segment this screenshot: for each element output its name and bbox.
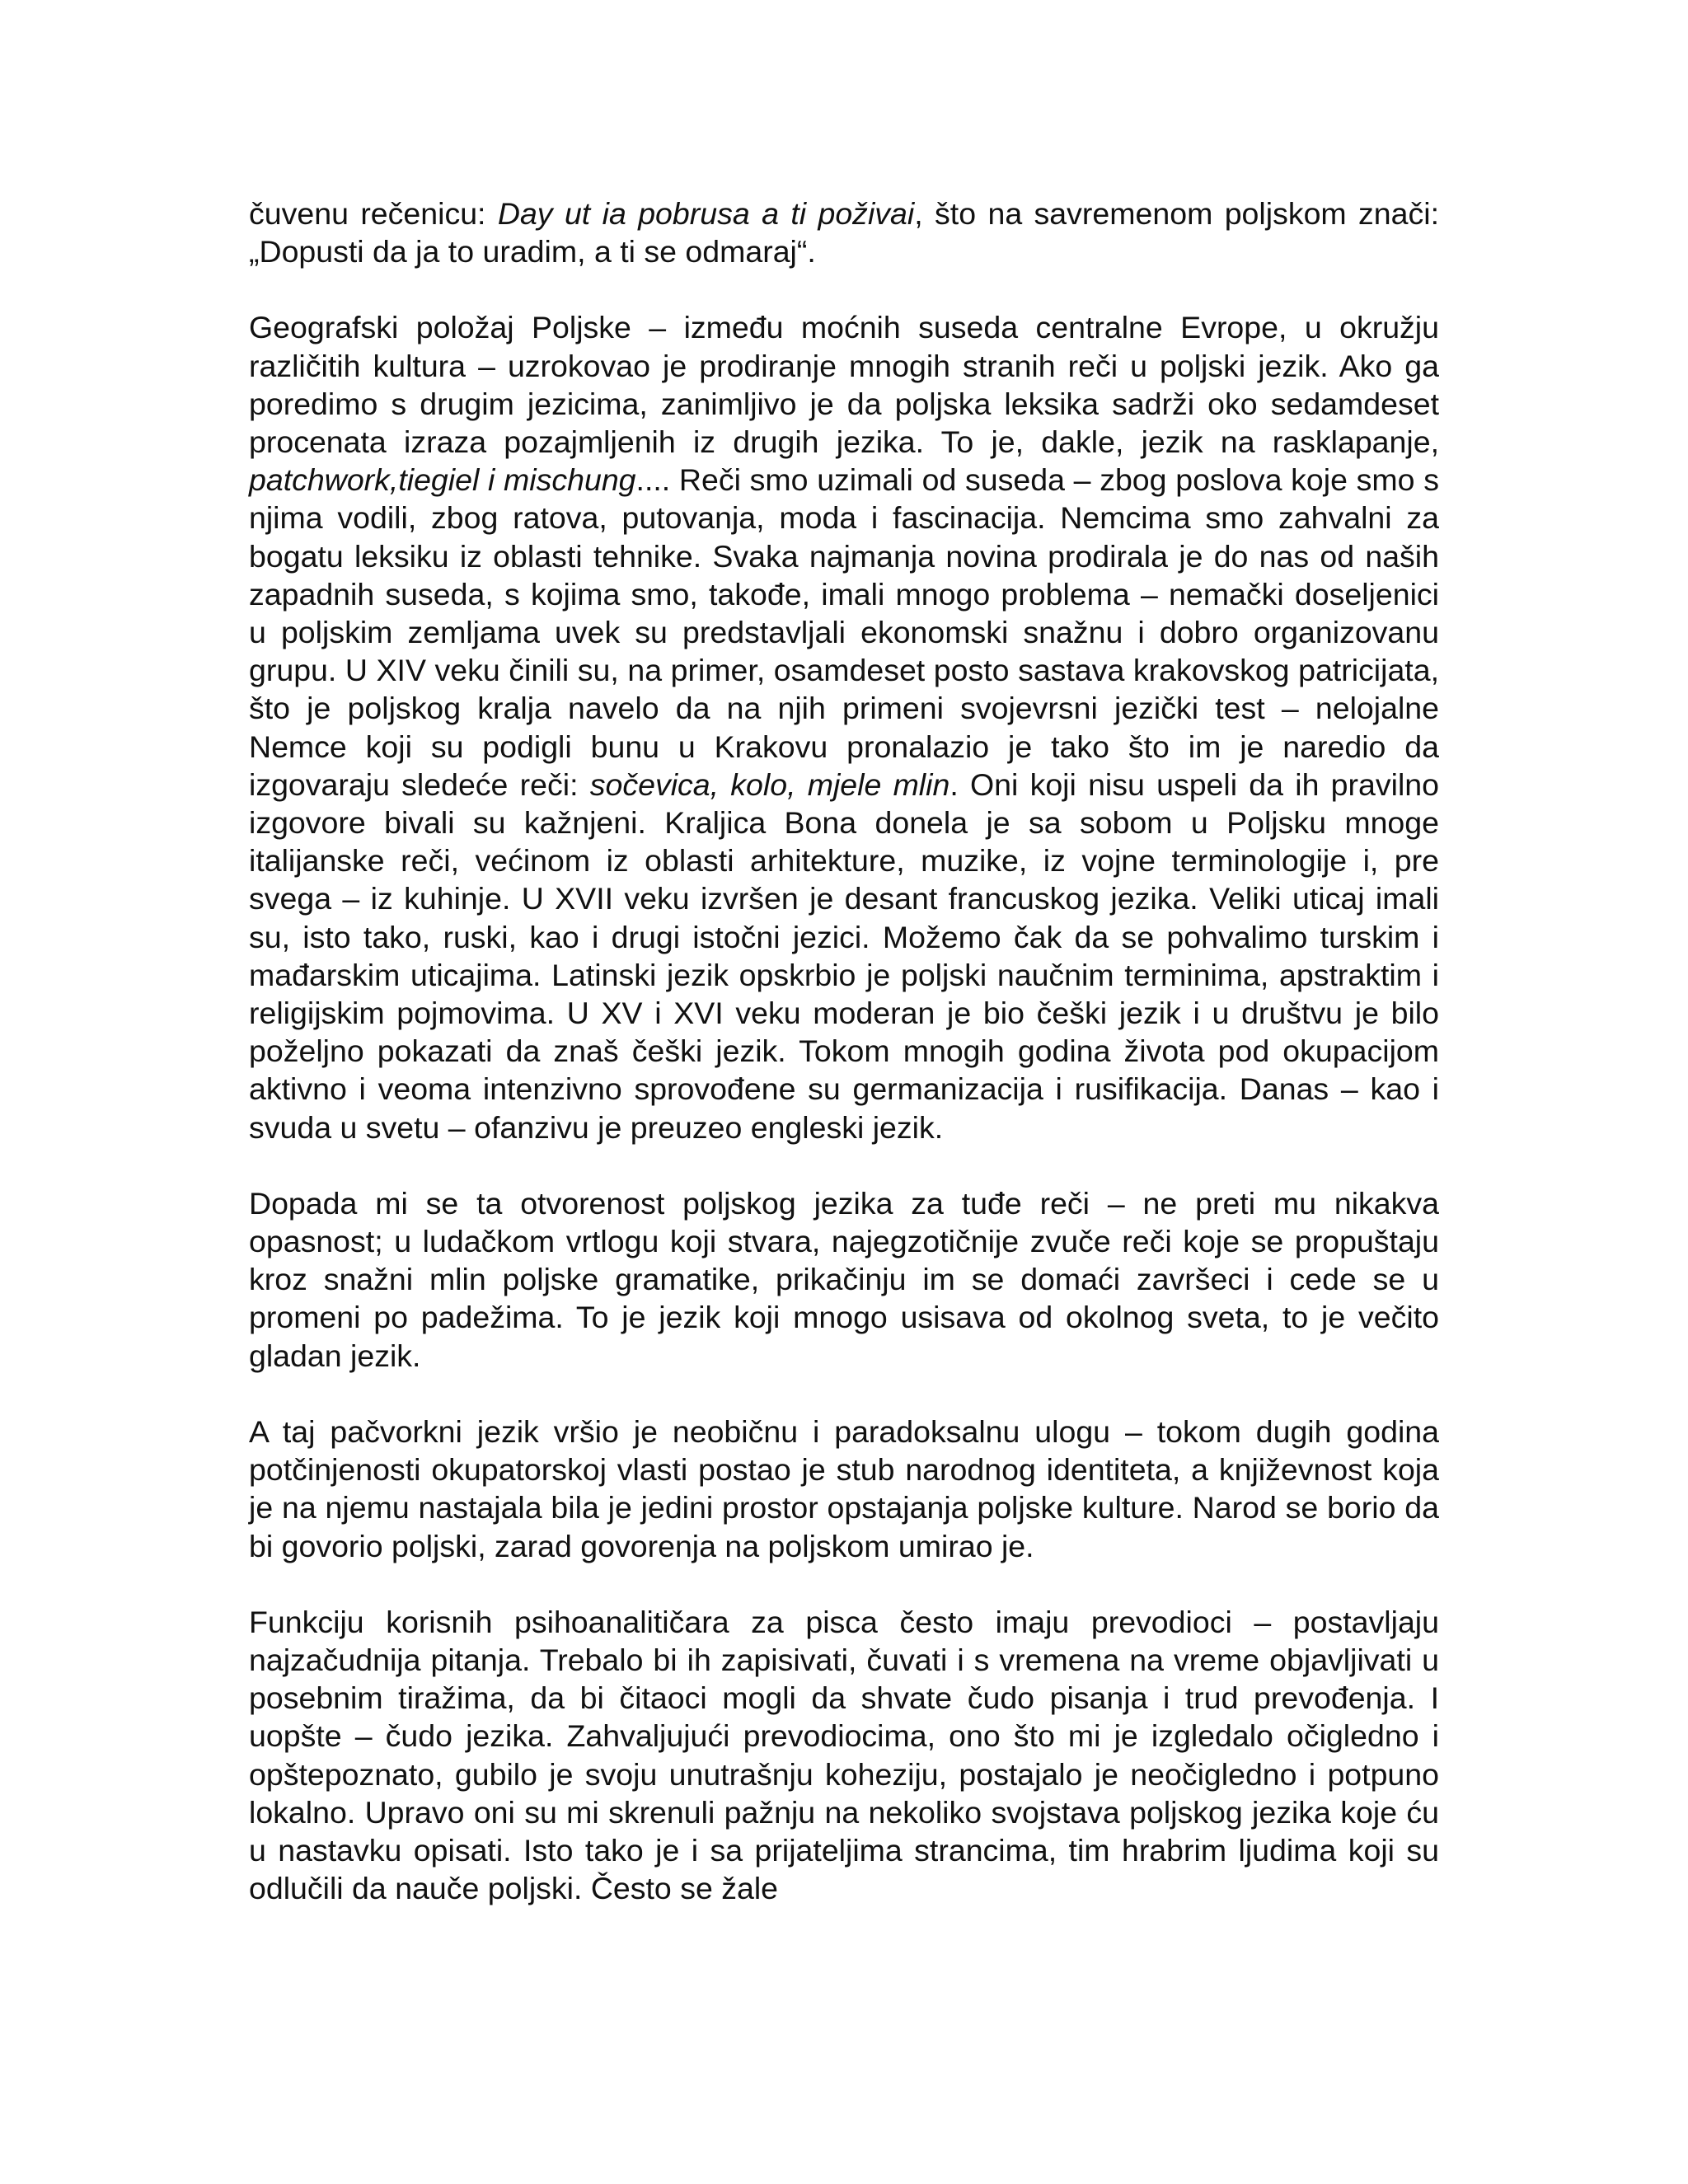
text-run: čuvenu rečenicu: (249, 196, 498, 231)
text-run: Funkciju korisnih psihoanalitičara za pisca često imaju prevodioci – postavljaju najzačudnija pitanja. Trebalo bi ih zapisivati, čuvati i s vremena na vreme objavljivati u posebnim tiražima, da bi čitaoci mogli da shvate čudo pisanja i trud prevođenja. I uopšte – čudo jezika. Zahvaljujući prevodiocima, ono što mi je izgledalo očigledno i opštepoznato, gubilo je svoju unutrašnju koheziju, postajalo je neočigledno i potpuno lokalno. Upravo oni su mi skrenuli pažnju na nekoliko svojstava poljskog jezika koje ću u nastavku opisati. Isto tako je i sa prijateljima strancima, tim hrabrim ljudima koji su odlučili da nauče poljski. Često se žale (249, 1604, 1439, 1906)
text-run: A taj pačvorkni jezik vršio je neobičnu i paradoksalnu ulogu – tokom dugih godina potčinjenosti okupatorskoj vlasti postao je stub narodnog identiteta, a književnost koja je na njemu nastajala bila je jedini prostor opstajanja poljske kulture. Narod se borio da bi govorio poljski, zarad govorenja na poljskom umirao je. (249, 1413, 1439, 1563)
italic-phrase: sočevica, kolo, mjele mlin (589, 766, 950, 802)
text-run: Dopada mi se ta otvorenost poljskog jezika za tuđe reči – ne preti mu nikakva opasnost; u ludačkom vrtlogu koji stvara, najegzotičnije zvuče reči koje se propuštaju kroz snažni mlin poljske gramatike, prikačinju im se domaći završeci i cede se u promeni po padežima. To je jezik koji mnogo usisava od okolnog sveta, to je večito gladan jezik. (249, 1185, 1439, 1373)
italic-phrase: patchwork,tiegiel i mischung (249, 462, 636, 498)
text-run: .... Reči smo uzimali od suseda – zbog poslova koje smo s njima vodili, zbog ratova, putovanja, moda i fascinacija. Nemcima smo zahvalni za bogatu leksiku iz oblasti tehnike. Svaka najmanja novina prodirala je do nas od naših zapadnih suseda, s kojima smo, takođe, imali mnogo problema – nemački doseljenici u poljskim zemljama uvek su predstavljali ekonomski snažnu i dobro organizovanu grupu. U XIV veku činili su, na primer, osamdeset posto sastava krakovskog patricijata, što je poljskog kralja navelo da na njih primeni svojevrsni jezički test – nelojalne Nemce koji su podigli bunu u Krakovu pronalazio je tako što im je naredio da izgovaraju sledeće reči: (249, 462, 1439, 802)
paragraph-3 (249, 1184, 1439, 1375)
italic-phrase: Day ut ia pobrusa a ti poživai (497, 196, 915, 231)
text-run: , što na savremenom poljskom znači: „Dopusti da ja to uradim, a ti se odmaraj“. (249, 196, 1440, 269)
document-body (249, 194, 1439, 1945)
paragraph-1 (249, 194, 1439, 270)
text-run: . Oni koji nisu uspeli da ih pravilno izgovore bivali su kažnjeni. Kraljica Bona donela je sa sobom u Poljsku mnoge italijanske reči, većinom iz oblasti arhitekture, muzike, iz vojne terminologije i, pre svega – iz kuhinje. U XVII veku izvršen je desant francuskog jezika. Veliki uticaj imali su, isto tako, ruski, kao i drugi istočni jezici. Možemo čak da se pohvalimo turskim i mađarskim uticajima. Latinski jezik opskrbio je poljski naučnim terminima, apstraktim i religijskim pojmovima. U XV i XVI veku moderan je bio češki jezik i u društvu je bilo poželjno pokazati da znaš češki jezik. Tokom mnogih godina života pod okupacijom aktivno i veoma intenzivno sprovođene su germanizacija i rusifikacija. Danas – kao i svuda u svetu – ofanzivu je preuzeo engleski jezik. (249, 766, 1439, 1145)
paragraph-4 (249, 1413, 1439, 1565)
paragraph-5 (249, 1603, 1439, 1908)
paragraph-2 (249, 308, 1439, 1146)
text-run: Geografski položaj Poljske – između moćnih suseda centralne Evrope, u okružju različitih kultura – uzrokovao je prodiranje mnogih stranih reči u poljski jezik. Ako ga poredimo s drugim jezicima, zanimljivo je da poljska leksika sadrži oko sedamdeset procenata izraza pozajmljenih iz drugih jezika. To je, dakle, jezik na rasklapanje, (249, 310, 1439, 460)
